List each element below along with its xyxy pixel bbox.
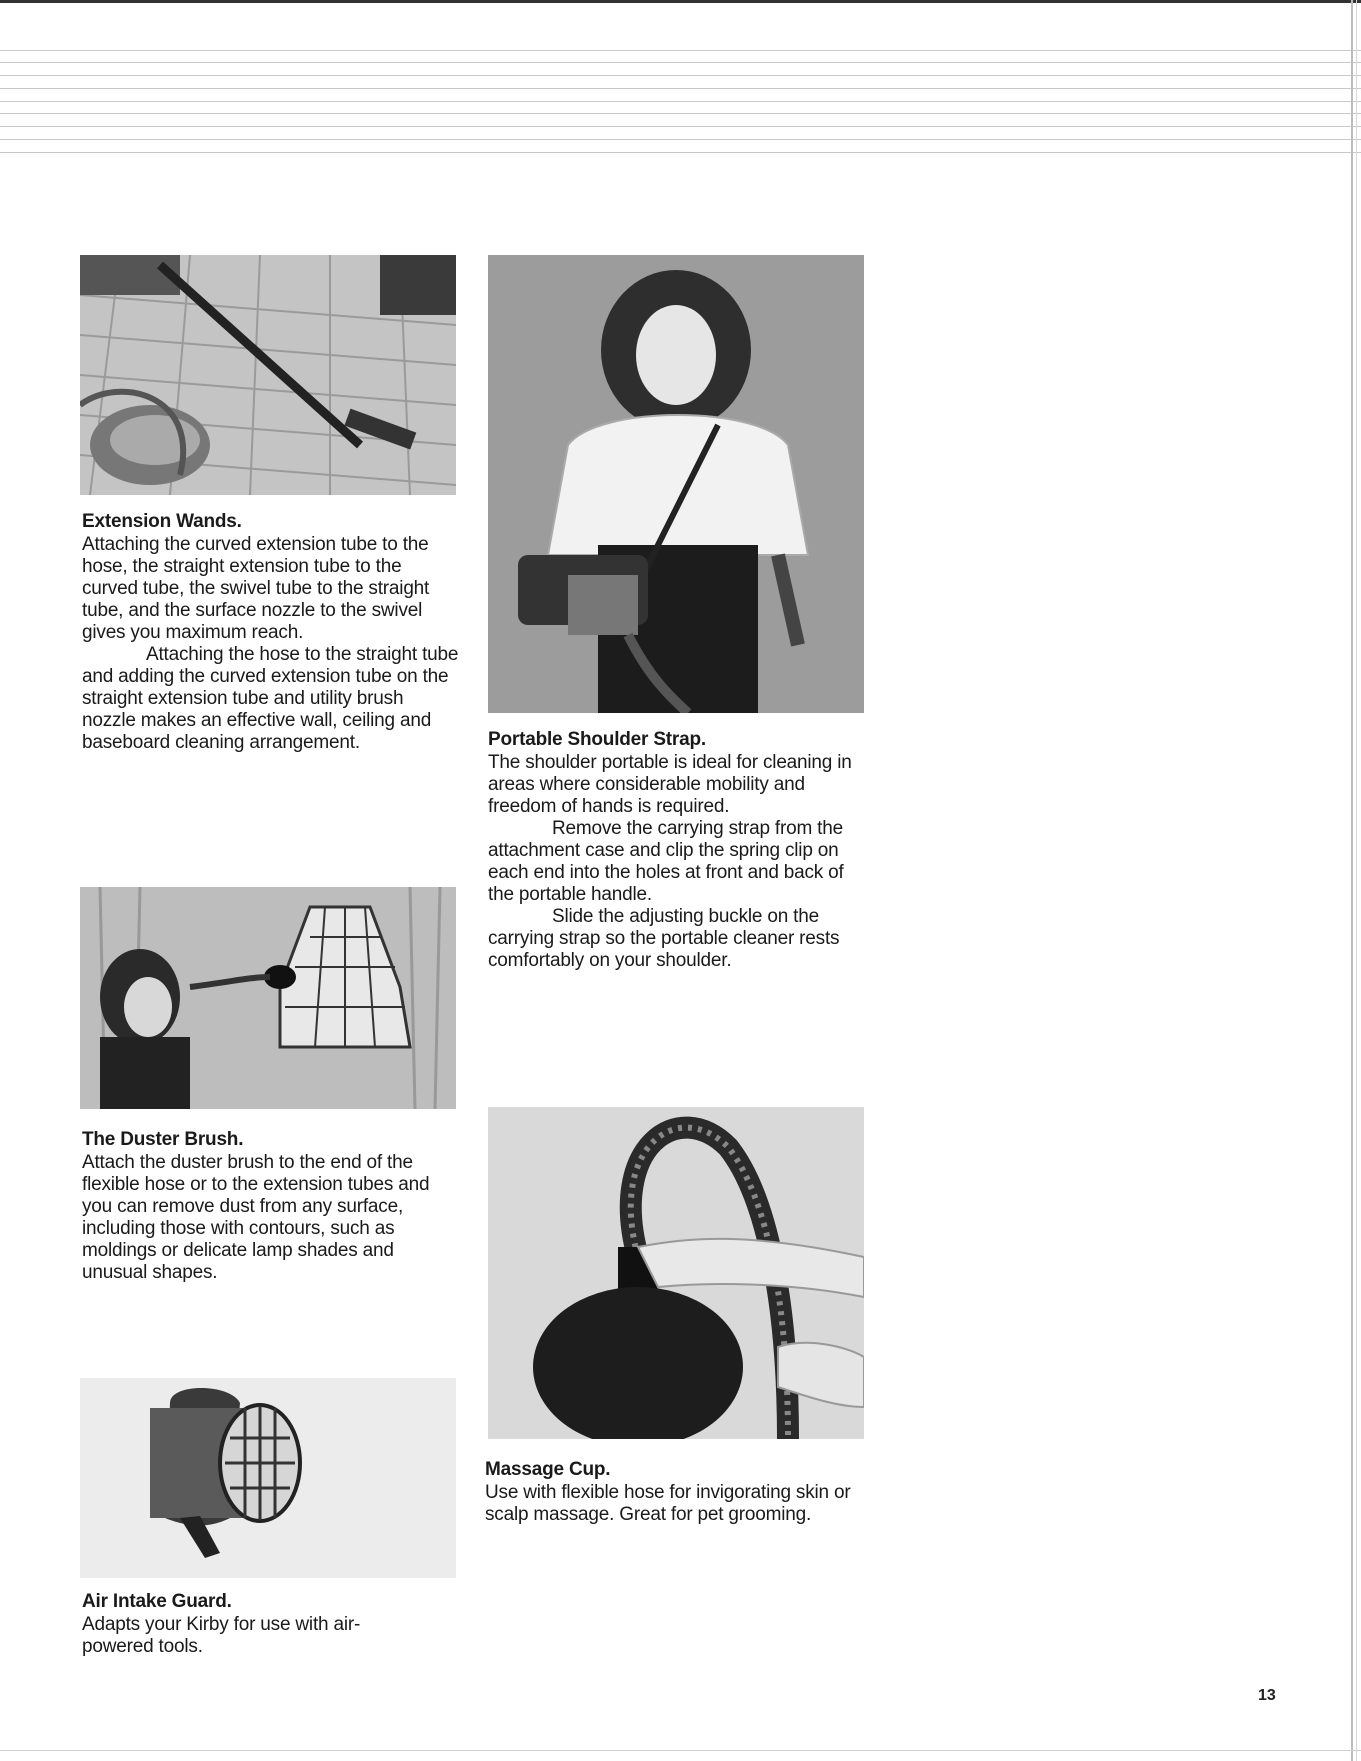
massage-cup-paragraph: Use with flexible hose for invigorating skin or scalp massage. Great for pet grooming. <box>485 1482 851 1525</box>
shoulder-strap-paragraph-1: The shoulder portable is ideal for cleaning in areas where considerable mobility and freedom of hands is required. <box>488 752 852 817</box>
massage-cup-heading: Massage Cup. <box>485 1459 611 1480</box>
page-number: 13 <box>1258 1687 1276 1704</box>
massage-cup-photo <box>488 1107 864 1439</box>
duster-brush-section <box>82 1129 450 1284</box>
air-intake-guard-paragraph: Adapts your Kirby for use with air-powered tools. <box>82 1614 361 1657</box>
shoulder-strap-heading: Portable Shoulder Strap. <box>488 729 706 750</box>
extension-wands-photo <box>80 255 456 495</box>
extension-wands-section <box>82 511 460 754</box>
header-rules <box>0 0 1361 160</box>
shoulder-strap-paragraph-2: Remove the carrying strap from the attachment case and clip the spring clip on each end into the holes at front and back of the portable handle. <box>488 818 844 905</box>
extension-wands-paragraph-1: Attaching the curved extension tube to the hose, the straight extension tube to the curved tube, the swivel tube to the straight tube, and the surface nozzle to the swivel gives you maximum reach. <box>82 534 430 643</box>
air-intake-guard-photo <box>80 1378 456 1578</box>
duster-brush-paragraph: Attach the duster brush to the end of the flexible hose or to the extension tubes and you can remove dust from any surface, including those with contours, such as moldings or delicate lamp shades and unusual shapes. <box>82 1152 430 1283</box>
air-intake-guard-heading: Air Intake Guard. <box>82 1591 232 1612</box>
page-edge <box>1351 0 1353 1761</box>
shoulder-strap-paragraph-3: Slide the adjusting buckle on the carrying strap so the portable cleaner rests comfortably on your shoulder. <box>488 906 840 971</box>
page-edge-inner <box>1356 0 1357 1761</box>
shoulder-strap-photo <box>488 255 864 713</box>
extension-wands-heading: Extension Wands. <box>82 511 242 532</box>
duster-brush-photo <box>80 887 456 1109</box>
shoulder-strap-section <box>488 729 860 972</box>
page-bottom-edge <box>0 1750 1361 1751</box>
air-intake-guard-section <box>82 1591 412 1658</box>
duster-brush-heading: The Duster Brush. <box>82 1129 244 1150</box>
massage-cup-section <box>485 1459 853 1526</box>
extension-wands-paragraph-2: Attaching the hose to the straight tube and adding the curved extension tube on the straight extension tube and utility brush nozzle makes an effective wall, ceiling and baseboard cleaning arrangement. <box>82 644 459 753</box>
